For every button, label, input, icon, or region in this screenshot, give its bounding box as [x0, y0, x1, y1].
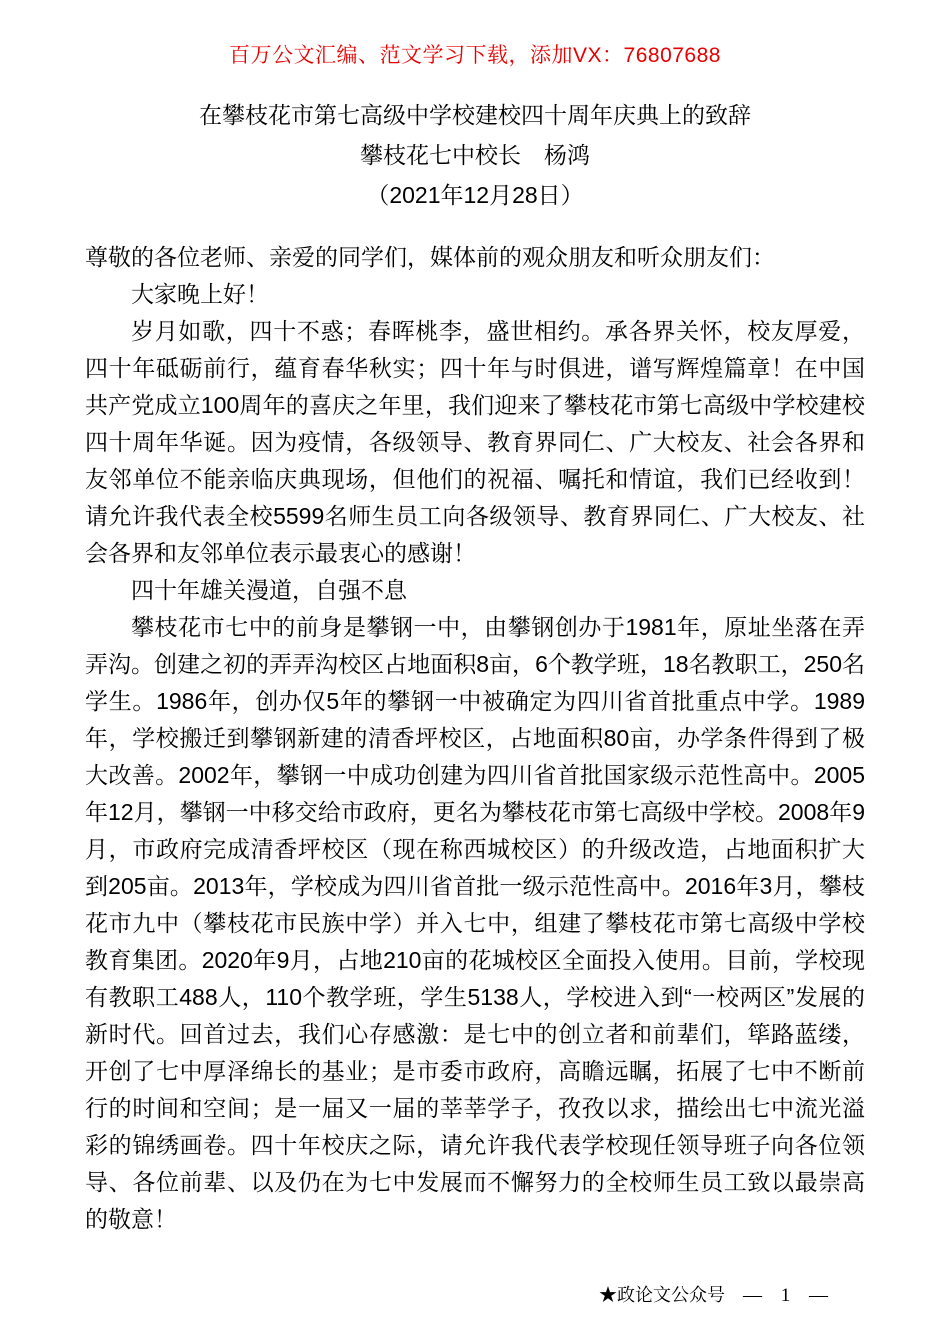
paragraph-history: 攀枝花市七中的前身是攀钢一中，由攀钢创办于1981年，原址坐落在弄弄沟。创建之初的弄弄沟校区占地面积8亩，6个教学班，18名教职工，250名学生。1986年，创办仅5年的攀钢一中被确定为四川省首批重点中学。1989年，学校搬迁到攀钢新建的清香坪校区，占地面积80亩，办学条件得到了极大改善。2002年，攀钢一中成功创建为四川省首批国家级示范性高中。2005年12月，攀钢一中移交给市政府，更名为攀枝花市第七高级中学校。2008年9月，市政府完成清香坪校区（现在称西城校区）的升级改造，占地面积扩大到205亩。2013年，学校成为四川省首批一级示范性高中。2016年3月，攀枝花市九中（攀枝花市民族中学）并入七中，组建了攀枝花市第七高级中学校教育集团。2020年9月，占地210亩的花城校区全面投入使用。目前，学校现有教职工488人，110个教学班，学生5138人，学校进入到“一校两区”发展的新时代。回首过去，我们心存感激：是七中的创立者和前辈们，筚路蓝缕，开创了七中厚泽绵长的基业；是市委市政府，高瞻远瞩，拓展了七中不断前行的时间和空间；是一届又一届的莘莘学子，孜孜以求，描绘出七中流光溢彩的锦绣画卷。四十年校庆之际，请允许我代表学校现任领导班子向各位领导、各位前辈、以及仍在为七中发展而不懈努力的全校师生员工致以最崇高的敬意！: [85, 614, 865, 1232]
paragraph-section-heading: 四十年雄关漫道，自强不息: [131, 577, 407, 603]
paragraph-greeting: 大家晚上好！: [131, 281, 269, 307]
footer-brand-label: ★政论文公众号: [599, 1285, 725, 1305]
document-body: [85, 239, 865, 1238]
paragraph-opening: 岁月如歌，四十不惑；春晖桃李，盛世相约。承各界关怀，校友厚爱，四十年砥砺前行，蕴育春华秋实；四十年与时俱进，谱写辉煌篇章！在中国共产党成立100周年的喜庆之年里，我们迎来了攀枝花市第七高级中学校建校四十周年华诞。因为疫情，各级领导、教育界同仁、广大校友、社会各界和友邻单位不能亲临庆典现场，但他们的祝福、嘱托和情谊，我们已经收到！请允许我代表全校5599名师生员工向各级领导、教育界同仁、广大校友、社会各界和友邻单位表示最衷心的感谢！: [85, 318, 865, 566]
page-footer: [599, 1281, 828, 1307]
date-line: （2021年12月28日）: [366, 182, 584, 208]
document-title: 在攀枝花市第七高级中学校建校四十周年庆典上的致辞: [199, 102, 751, 128]
page-number-value: 1: [780, 1285, 791, 1306]
title-block: [0, 95, 950, 215]
paragraph-salutation: 尊敬的各位老师、亲爱的同学们，媒体前的观众朋友和听众朋友们：: [85, 244, 775, 270]
author-line: 攀枝花七中校长 杨鸿: [360, 142, 590, 168]
page-number-dash-left: —: [743, 1285, 762, 1306]
page-number-dash-right: —: [809, 1285, 828, 1306]
watermark-ad-text: 百万公文汇编、范文学习下载，添加VX：76807688: [229, 44, 721, 67]
page-number-block: [743, 1285, 828, 1307]
